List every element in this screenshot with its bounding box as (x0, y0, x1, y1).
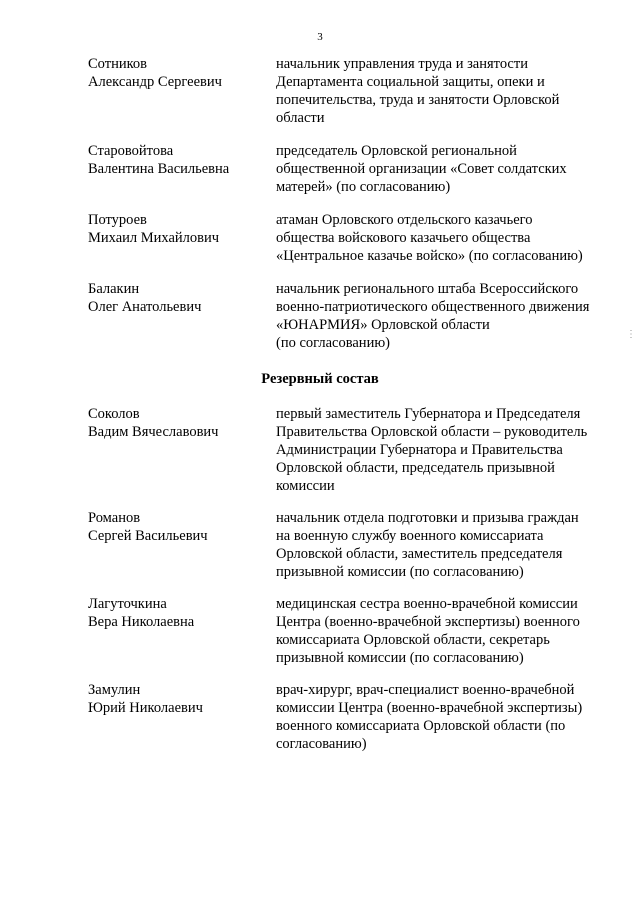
role-line: председатель Орловской региональной (276, 143, 517, 159)
role-line: Орловской области, заместитель председателя (276, 546, 563, 562)
role-line: военно-патриотического общественного движения (276, 299, 590, 315)
member-name (88, 55, 268, 91)
member-name (88, 405, 268, 441)
member-name (88, 280, 268, 316)
member-role (276, 142, 616, 196)
role-line: на военную службу военного комиссариата (276, 528, 544, 544)
role-line: комиссии Центра (военно-врачебной экспертизы) (276, 700, 583, 716)
role-line: комиссии (276, 478, 335, 494)
member-name (88, 142, 268, 178)
role-line: Департамента социальной защиты, опеки и (276, 74, 545, 90)
given-names: Валентина Васильевна (88, 161, 230, 177)
scan-margin-artifact: ⋮ (626, 329, 636, 340)
member-role (276, 211, 616, 265)
surname: Соколов (88, 406, 140, 422)
role-line: общественной организации «Совет солдатских (276, 161, 567, 177)
member-name (88, 211, 268, 247)
surname: Потуроев (88, 212, 147, 228)
role-line: Центра (военно-врачебной экспертизы) военного (276, 614, 580, 630)
role-line: военного комиссариата Орловской области (по (276, 718, 566, 734)
given-names: Вера Николаевна (88, 614, 195, 630)
given-names: Вадим Вячеславович (88, 424, 219, 440)
role-line: Правительства Орловской области – руководитель (276, 424, 588, 440)
surname: Лагуточкина (88, 596, 167, 612)
role-line: области (276, 110, 325, 126)
member-name (88, 509, 268, 545)
page-number: 3 (317, 31, 323, 43)
role-line: атаман Орловского отдельского казачьего (276, 212, 533, 228)
role-line: «Центральное казачье войско» (по согласованию) (276, 248, 583, 264)
role-line: (по согласованию) (276, 335, 390, 351)
given-names: Александр Сергеевич (88, 74, 222, 90)
role-line: Администрации Губернатора и Правительства (276, 442, 563, 458)
given-names: Михаил Михайлович (88, 230, 220, 246)
role-line: призывной комиссии (по согласованию) (276, 650, 524, 666)
given-names: Олег Анатольевич (88, 299, 202, 315)
member-role (276, 280, 616, 352)
role-line: комиссариата Орловской области, секретарь (276, 632, 550, 648)
given-names: Юрий Николаевич (88, 700, 203, 716)
surname: Замулин (88, 682, 141, 698)
member-role (276, 509, 616, 581)
role-line: первый заместитель Губернатора и Председателя (276, 406, 581, 422)
role-line: Орловской области, председатель призывной (276, 460, 555, 476)
member-role (276, 595, 616, 667)
member-role (276, 681, 616, 753)
member-role (276, 405, 616, 495)
surname: Старовойтова (88, 143, 174, 159)
surname: Сотников (88, 56, 147, 72)
role-line: попечительства, труда и занятости Орловской (276, 92, 560, 108)
reserve-section-heading: Резервный состав (261, 371, 379, 387)
role-line: врач-хирург, врач-специалист военно-врачебной (276, 682, 575, 698)
role-line: начальник регионального штаба Всероссийского (276, 281, 579, 297)
given-names: Сергей Васильевич (88, 528, 208, 544)
role-line: «ЮНАРМИЯ» Орловской области (276, 317, 490, 333)
member-name (88, 595, 268, 631)
role-line: матерей» (по согласованию) (276, 179, 451, 195)
role-line: начальник отдела подготовки и призыва граждан (276, 510, 579, 526)
member-role (276, 55, 616, 127)
role-line: согласованию) (276, 736, 367, 752)
role-line: медицинская сестра военно-врачебной комиссии (276, 596, 578, 612)
surname: Балакин (88, 281, 140, 297)
role-line: общества войскового казачьего общества (276, 230, 531, 246)
member-name (88, 681, 268, 717)
role-line: призывной комиссии (по согласованию) (276, 564, 524, 580)
surname: Романов (88, 510, 141, 526)
role-line: начальник управления труда и занятости (276, 56, 528, 72)
